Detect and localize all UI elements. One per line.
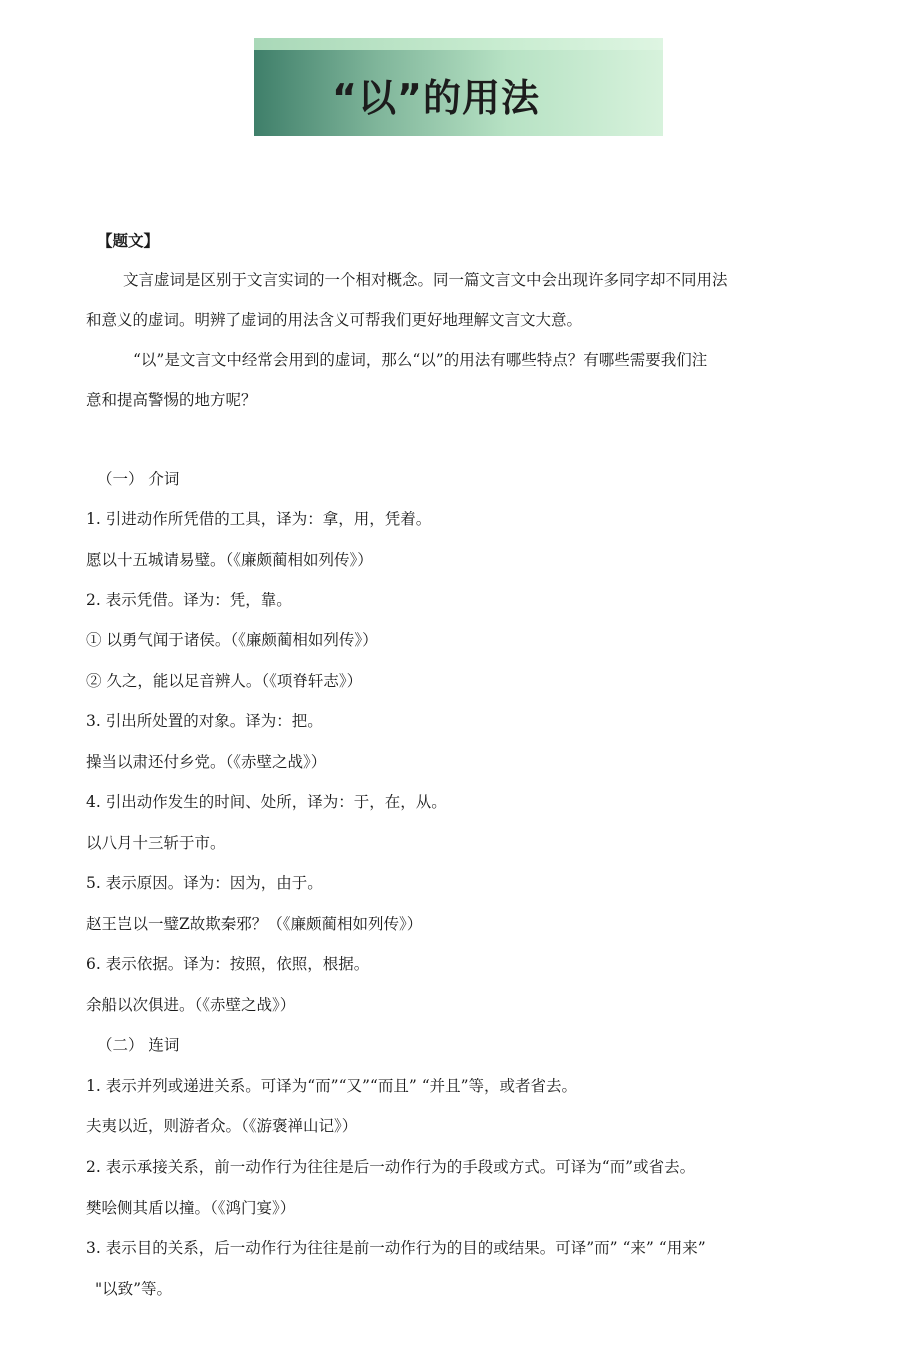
usage-item: 2. 表示承接关系，前一动作行为往往是后一动作行为的手段或方式。可译为“而”或省去。 bbox=[86, 1158, 696, 1176]
example-sentence: 赵王岂以一璧Z故欺秦邪？（《廉颇蔺相如列传》） bbox=[86, 915, 423, 933]
example-sentence: 愿以十五城请易璧。（《廉颇蔺相如列传》） bbox=[86, 551, 373, 569]
intro-paragraph-line: 和意义的虚词。明辨了虚词的用法含义可帮我们更好地理解文言文大意。 bbox=[86, 311, 583, 329]
intro-paragraph-line: 文言虚词是区别于文言实词的一个相对概念。同一篇文言文中会出现许多同字却不同用法 bbox=[123, 271, 728, 289]
usage-item: 4. 引出动作发生的时间、处所，译为：于，在，从。 bbox=[86, 793, 447, 811]
heading-preposition: （一） 介词 bbox=[97, 470, 180, 488]
usage-item: 6. 表示依据。译为：按照，依照，根据。 bbox=[86, 955, 370, 973]
page-title: “以”的用法 bbox=[332, 76, 540, 120]
heading-conjunction: （二） 连词 bbox=[97, 1036, 180, 1054]
intro-paragraph-line: 意和提高警惕的地方呢？ bbox=[86, 391, 257, 409]
usage-item: 2. 表示凭借。译为：凭，靠。 bbox=[86, 591, 292, 609]
title-banner bbox=[254, 38, 663, 136]
usage-item: 1. 表示并列或递进关系。可译为“而”“又”“而且” “并且”等，或者省去。 bbox=[86, 1077, 578, 1095]
banner-highlight bbox=[254, 38, 663, 50]
usage-item-continuation: "以致”等。 bbox=[95, 1280, 173, 1298]
usage-item: 5. 表示原因。译为：因为，由于。 bbox=[86, 874, 323, 892]
example-sentence: 夫夷以近，则游者众。（《游褒禅山记》） bbox=[86, 1117, 358, 1135]
example-sentence: ① 以勇气闻于诸侯。（《廉颇蔺相如列传》） bbox=[86, 631, 378, 649]
usage-item: 3. 引出所处置的对象。译为：把。 bbox=[86, 712, 323, 730]
example-sentence: 樊哙侧其盾以撞。（《鸿门宴》） bbox=[86, 1199, 296, 1217]
usage-item: 3. 表示目的关系，后一动作行为往往是前一动作行为的目的或结果。可译”而” “来” “用来” bbox=[86, 1239, 706, 1257]
section-label: 【题文】 bbox=[97, 231, 160, 250]
intro-paragraph-line: “以”是文言文中经常会用到的虚词，那么“以”的用法有哪些特点？有哪些需要我们注 bbox=[133, 351, 708, 369]
usage-item: 1. 引进动作所凭借的工具，译为：拿，用，凭着。 bbox=[86, 510, 432, 528]
example-sentence: 以八月十三斩于市。 bbox=[86, 834, 226, 852]
example-sentence: 操当以肃还付乡党。（《赤壁之战》） bbox=[86, 753, 327, 771]
example-sentence: 余船以次俱进。（《赤壁之战》） bbox=[86, 996, 296, 1014]
example-sentence: ② 久之，能以足音辨人。（《项脊轩志》） bbox=[86, 672, 363, 690]
